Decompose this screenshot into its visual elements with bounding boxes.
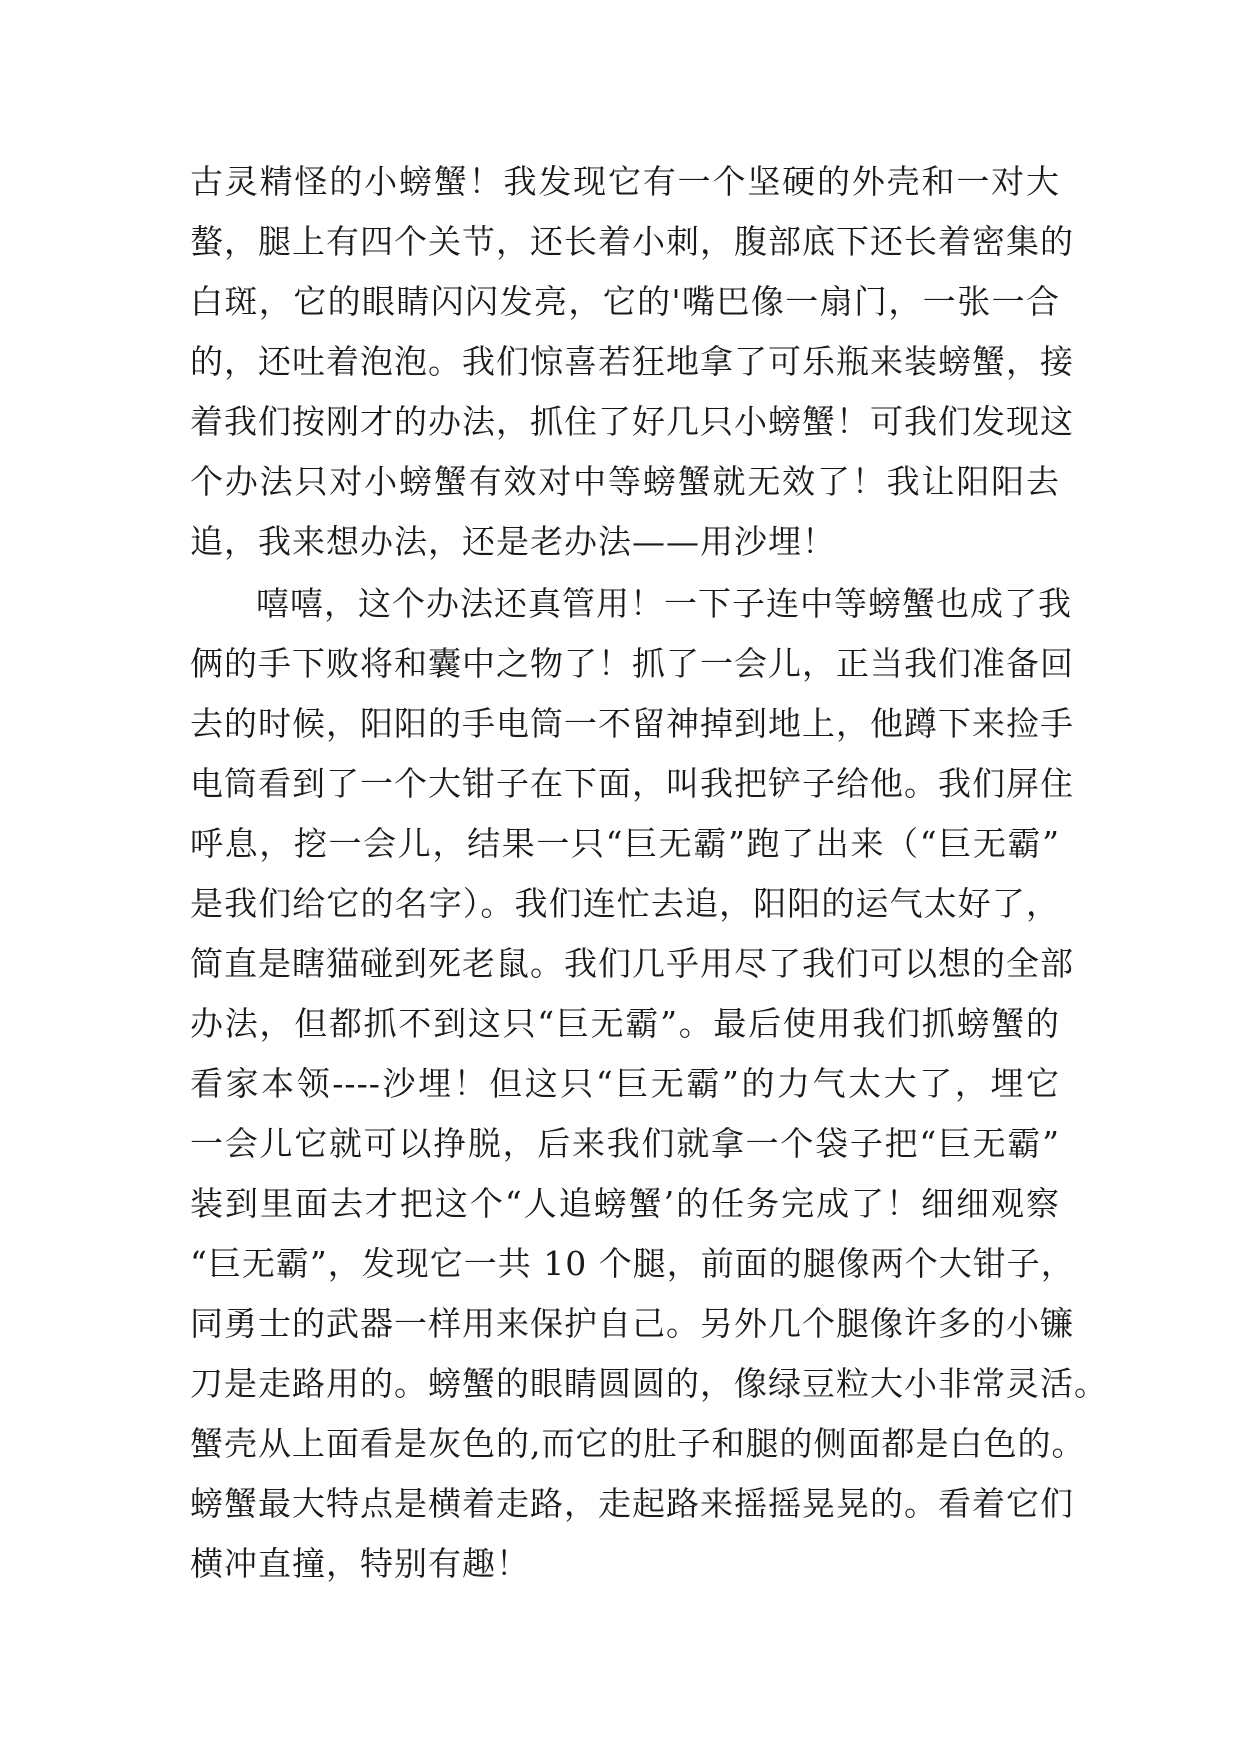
text-line: “巨无霸”，发现它一共 10 个腿，前面的腿像两个大钳子， — [190, 1244, 1075, 1283]
text-line: 螯，腿上有四个关节，还长着小刺，腹部底下还长着密集的 — [190, 222, 1074, 261]
paragraph — [190, 574, 1108, 1594]
text-line: 螃蟹最大特点是横着走路，走起路来摇摇晃晃的。看着它们 — [190, 1484, 1074, 1523]
text-line: 办法，但都抓不到这只“巨无霸”。最后使用我们抓螃蟹的 — [190, 1004, 1060, 1043]
text-line: 追，我来想办法，还是老办法——用沙埋！ — [190, 522, 836, 561]
text-line: 俩的手下败将和囊中之物了！抓了一会儿，正当我们准备回 — [190, 644, 1074, 683]
text-line: 古灵精怪的小螃蟹！我发现它有一个坚硬的外壳和一对大 — [190, 162, 1060, 201]
paragraph — [190, 152, 1074, 572]
text-line: 嘻嘻，这个办法还真管用！一下子连中等螃蟹也成了我 — [256, 584, 1072, 623]
text-line: 去的时候，阳阳的手电筒一不留神掉到地上，他蹲下来捡手 — [190, 704, 1074, 743]
text-line: 是我们给它的名字）。我们连忙去追，阳阳的运气太好了， — [190, 884, 1060, 923]
text-line: 电筒看到了一个大钳子在下面，叫我把铲子给他。我们屏住 — [190, 764, 1074, 803]
text-line: 一会儿它就可以挣脱，后来我们就拿一个袋子把“巨无霸” — [190, 1124, 1060, 1163]
text-line: 简直是瞎猫碰到死老鼠。我们几乎用尽了我们可以想的全部 — [190, 944, 1074, 983]
text-line: 刀是走路用的。螃蟹的眼睛圆圆的，像绿豆粒大小非常灵活。 — [190, 1364, 1108, 1403]
text-line: 着我们按刚才的办法，抓住了好几只小螃蟹！可我们发现这 — [190, 402, 1074, 441]
text-line: 白斑，它的眼睛闪闪发亮，它的'嘴巴像一扇门，一张一合 — [190, 282, 1060, 321]
text-line: 横冲直撞，特别有趣！ — [190, 1544, 530, 1583]
text-line: 的，还吐着泡泡。我们惊喜若狂地拿了可乐瓶来装螃蟹，接 — [190, 342, 1074, 381]
text-line: 装到里面去才把这个“人追螃蟹’的任务完成了！细细观察 — [190, 1184, 1060, 1223]
text-line: 蟹壳从上面看是灰色的,而它的肚子和腿的侧面都是白色的。 — [190, 1424, 1086, 1463]
text-line: 同勇士的武器一样用来保护自己。另外几个腿像许多的小镰 — [190, 1304, 1074, 1343]
text-line: 呼息，挖一会儿，结果一只“巨无霸”跑了出来（“巨无霸” — [190, 824, 1060, 863]
body-text — [190, 152, 1108, 1594]
text-line: 看家本领----沙埋！但这只“巨无霸”的力气太大了，埋它 — [190, 1064, 1060, 1103]
text-line: 个办法只对小螃蟹有效对中等螃蟹就无效了！我让阳阳去 — [190, 462, 1060, 501]
